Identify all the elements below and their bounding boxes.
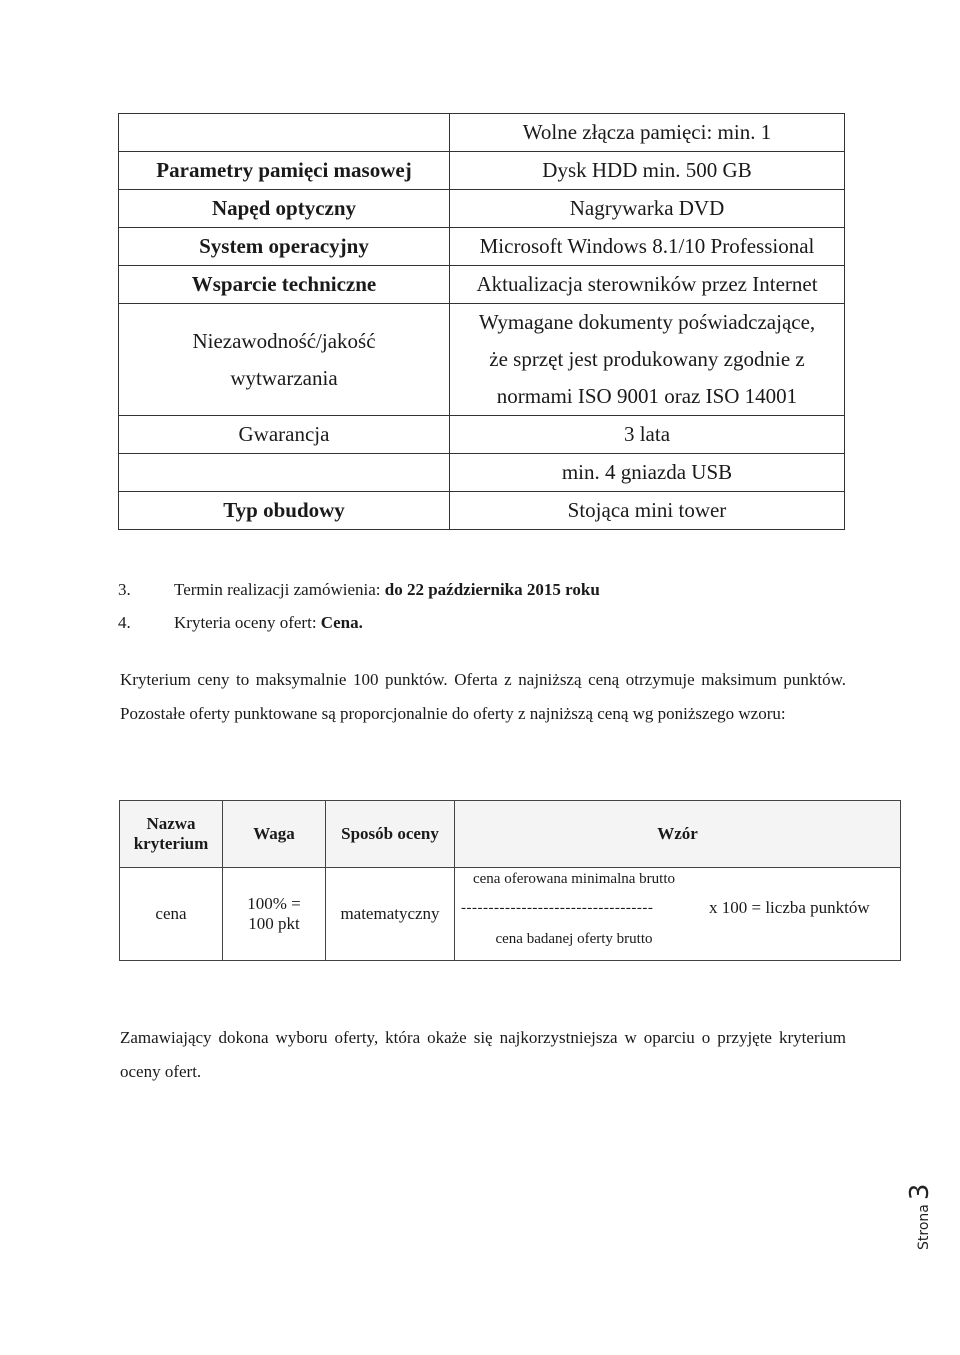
spec-value: Microsoft Windows 8.1/10 Professional: [450, 228, 845, 266]
specification-table: [118, 113, 845, 530]
criteria-table: [119, 800, 901, 961]
weight-line: 100% =: [247, 894, 301, 913]
spec-value-line: normami ISO 9001 oraz ISO 14001: [496, 384, 798, 408]
formula: [455, 868, 900, 960]
header-line: kryterium: [133, 834, 209, 853]
header-formula: Wzór: [455, 801, 901, 868]
spec-row: [119, 152, 845, 190]
spec-value: min. 4 gniazda USB: [450, 454, 845, 492]
spec-label: [119, 114, 450, 152]
criterion-method: matematyczny: [326, 868, 455, 961]
list-text-bold: do 22 października 2015 roku: [384, 580, 600, 599]
page-word: Strona: [916, 1204, 932, 1250]
criterion-weight: [223, 868, 326, 961]
spec-label: [119, 454, 450, 492]
criteria-header-row: [120, 801, 901, 868]
spec-label: Wsparcie techniczne: [119, 266, 450, 304]
page-number: 3: [905, 1183, 935, 1201]
list-item-criteria: [118, 613, 363, 633]
list-text: Kryteria oceny ofert:: [174, 613, 321, 632]
spec-value: Dysk HDD min. 500 GB: [450, 152, 845, 190]
spec-row: [119, 114, 845, 152]
spec-label-line: wytwarzania: [230, 365, 338, 390]
spec-label: Typ obudowy: [119, 492, 450, 530]
criteria-row: [120, 868, 901, 961]
spec-label: System operacyjny: [119, 228, 450, 266]
formula-denominator: cena badanej oferty brutto: [495, 931, 653, 947]
spec-value: [450, 304, 845, 416]
spec-label: [119, 304, 450, 416]
spec-row: [119, 266, 845, 304]
spec-value-line: że sprzęt jest produkowany zgodnie z: [489, 347, 805, 371]
spec-row: [119, 416, 845, 454]
spec-value: Nagrywarka DVD: [450, 190, 845, 228]
formula-result: x 100 = liczba punktów: [709, 898, 870, 917]
spec-label: Parametry pamięci masowej: [119, 152, 450, 190]
spec-row: [119, 304, 845, 416]
weight-line: 100 pkt: [248, 914, 300, 933]
spec-row: [119, 454, 845, 492]
price-criterion-paragraph: Kryterium ceny to maksymalnie 100 punktów. Oferta z najniższą ceną otrzymuje maksimum punktów. Pozostałe oferty punktowane są proporcjonalnie do oferty z najniższą ceną wg poniższego wzoru:: [120, 670, 846, 723]
spec-label: Napęd optyczny: [119, 190, 450, 228]
formula-fraction-line: -----------------------------------: [461, 900, 654, 916]
spec-value: Wolne złącza pamięci: min. 1: [450, 114, 845, 152]
header-line: Nazwa: [146, 814, 196, 833]
formula-numerator: cena oferowana minimalna brutto: [472, 871, 675, 887]
spec-label-line: Niezawodność/jakość: [192, 328, 376, 353]
list-item-deadline: [118, 580, 600, 600]
header-method: Sposób oceny: [326, 801, 455, 868]
criterion-name: cena: [120, 868, 223, 961]
list-text: Termin realizacji zamówienia:: [174, 580, 385, 599]
criterion-formula: [455, 868, 901, 961]
list-text-bold: Cena.: [320, 613, 363, 632]
spec-value-line: Wymagane dokumenty poświadczające,: [478, 310, 816, 334]
spec-value: 3 lata: [450, 416, 845, 454]
spec-value: Stojąca mini tower: [450, 492, 845, 530]
header-criterion-name: [120, 801, 223, 868]
spec-row: [119, 190, 845, 228]
spec-label: Gwarancja: [119, 416, 450, 454]
spec-row: [119, 228, 845, 266]
selection-paragraph: Zamawiający dokona wyboru oferty, która okaże się najkorzystniejsza w oparciu o przyjęte kryterium oceny ofert.: [120, 1028, 846, 1081]
list-number: 3.: [118, 580, 131, 599]
spec-row: [119, 492, 845, 530]
page-number-label: [905, 1170, 935, 1250]
spec-value: Aktualizacja sterowników przez Internet: [450, 266, 845, 304]
list-number: 4.: [118, 613, 131, 632]
header-weight: Waga: [223, 801, 326, 868]
